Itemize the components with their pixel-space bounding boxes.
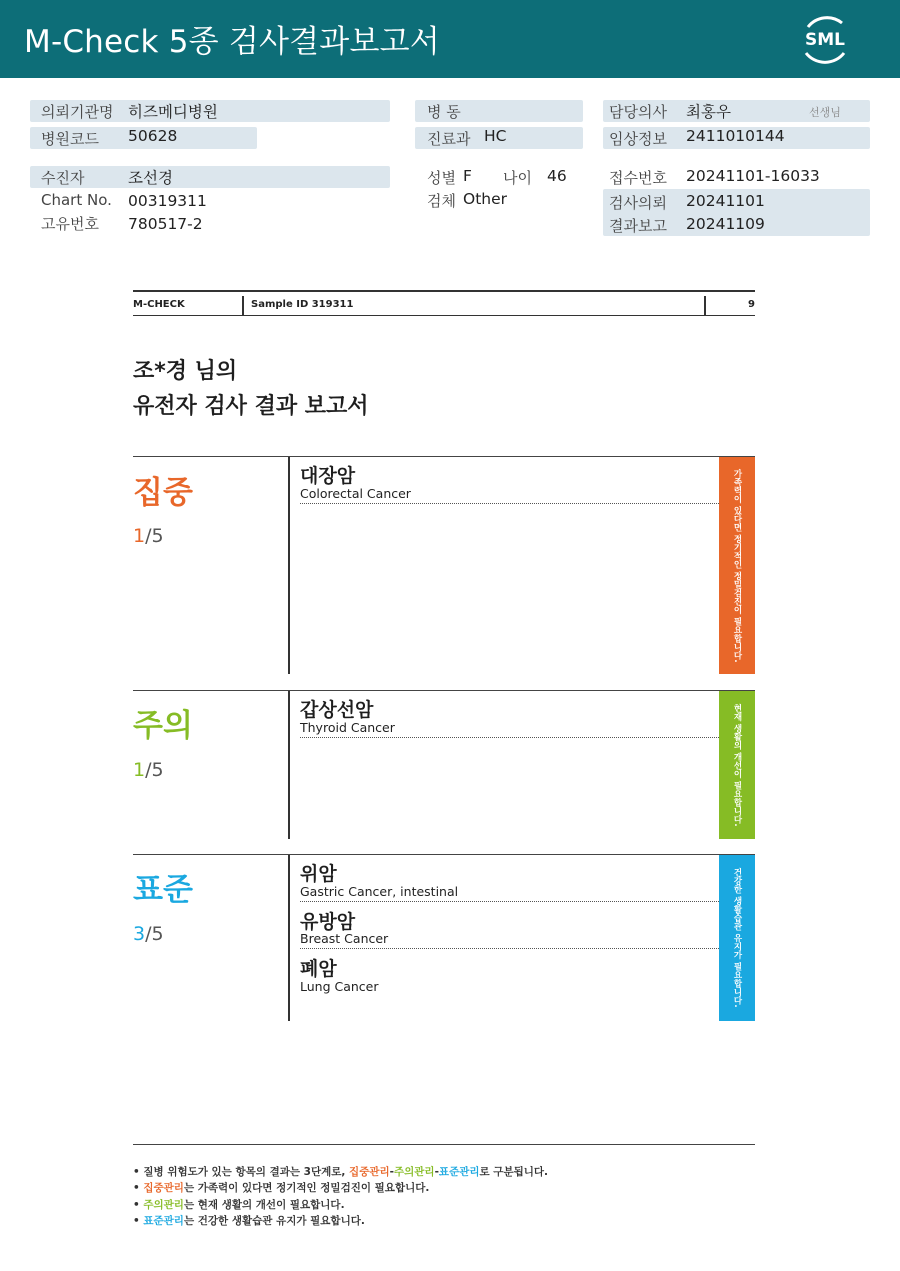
- specimen-label: 검체: [427, 192, 456, 210]
- footnote-1: [133, 1164, 548, 1179]
- sml-logo-icon: [796, 13, 854, 65]
- category-count-number: 3: [133, 923, 146, 945]
- bullet: •: [133, 1166, 144, 1178]
- category-name-caution: 주의: [133, 708, 193, 744]
- footnote-text: 로 구분됩니다.: [479, 1166, 549, 1178]
- report-header: [0, 0, 900, 78]
- cancer-name-en: Colorectal Cancer: [300, 486, 411, 501]
- receipt-no-value: 20241101-16033: [686, 167, 820, 185]
- specimen-value: Other: [463, 190, 508, 208]
- footnote-2: [133, 1180, 429, 1195]
- category-top-rule: [133, 456, 755, 457]
- category-count-focus: [133, 525, 164, 547]
- category-divider: [288, 855, 290, 1021]
- sheet-page-number: 9: [748, 299, 755, 310]
- patient-label: 수진자: [41, 169, 85, 187]
- header-title: M-Check 5종 검사결과보고서: [24, 24, 440, 60]
- sex-value: F: [463, 167, 472, 185]
- dept-label: 진료과: [427, 130, 471, 148]
- request-date-value: 20241101: [686, 192, 765, 210]
- doctor-value: 최홍우: [686, 103, 731, 121]
- footnote-4: [133, 1213, 365, 1228]
- footnote-caution-term: 주의관리: [393, 1166, 435, 1178]
- cancer-name-en: Lung Cancer: [300, 979, 379, 994]
- clinical-info-value: 2411010144: [686, 127, 785, 145]
- dotted-separator: [300, 948, 719, 949]
- bullet: •: [133, 1215, 144, 1227]
- receipt-no-label: 접수번호: [609, 169, 667, 187]
- category-divider: [288, 691, 290, 839]
- unique-no-label: 고유번호: [41, 215, 99, 233]
- category-top-rule: [133, 854, 755, 855]
- report-date-value: 20241109: [686, 215, 765, 233]
- cancer-name-en: Breast Cancer: [300, 931, 389, 946]
- sex-label: 성별: [427, 169, 456, 187]
- cancer-name-ko: 폐암: [300, 958, 337, 980]
- category-top-rule: [133, 690, 755, 691]
- sheet-brand: M-CHECK: [133, 299, 185, 310]
- age-value: 46: [547, 167, 567, 185]
- ward-label: 병 동: [427, 103, 461, 121]
- sheet-sample-id: Sample ID 319311: [251, 299, 354, 310]
- chart-no-value: 00319311: [128, 192, 207, 210]
- footnote-standard-term: 표준관리: [143, 1215, 184, 1227]
- category-count-total: /5: [145, 759, 164, 781]
- sheet-divider: [704, 296, 706, 315]
- footnote-text: 는 건강한 생활습관 유지가 필요합니다.: [183, 1215, 365, 1227]
- age-label: 나이: [503, 169, 532, 187]
- side-strip-text: 건강한 생활습관 유지가 필요합니다.: [732, 868, 742, 1008]
- category-divider: [288, 457, 290, 674]
- doctor-label: 담당의사: [609, 103, 667, 121]
- dotted-separator: [300, 503, 719, 504]
- footnote-dash: -: [434, 1166, 439, 1178]
- cancer-name-ko: 위암: [300, 863, 337, 885]
- category-name-focus: 집중: [133, 475, 193, 511]
- side-strip-caution: [719, 691, 755, 839]
- cancer-name-en: Gastric Cancer, intestinal: [300, 884, 459, 899]
- footnote-rule: [133, 1144, 755, 1145]
- footnote-text: 는 가족력이 있다면 정기적인 정밀검진이 필요합니다.: [183, 1182, 430, 1194]
- cancer-name-ko: 갑상선암: [300, 699, 374, 721]
- bullet: •: [133, 1199, 144, 1211]
- request-date-label: 검사의뢰: [609, 194, 667, 212]
- sheet-divider: [242, 296, 244, 315]
- report-title-line2: 유전자 검사 결과 보고서: [133, 394, 369, 419]
- footnote-text: 질병 위험도가 있는 항목의 결과는 3단계로,: [143, 1166, 350, 1178]
- chart-no-label: Chart No.: [41, 191, 112, 209]
- footnote-standard-term: 표준관리: [438, 1166, 480, 1178]
- footnote-focus-term: 집중관리: [143, 1182, 184, 1194]
- doctor-suffix: 선생님: [809, 106, 841, 119]
- report-title-line1: 조*경 님의: [133, 359, 238, 384]
- category-count-total: /5: [145, 525, 164, 547]
- category-count-number: 1: [133, 759, 146, 781]
- sml-logo-text: SML: [805, 30, 845, 50]
- side-strip-standard: [719, 855, 755, 1021]
- cancer-name-ko: 대장암: [300, 465, 356, 487]
- institution-label: 의뢰기관명: [41, 103, 114, 121]
- footnote-3: [133, 1197, 345, 1212]
- footnote-text: 는 현재 생활의 개선이 필요합니다.: [183, 1199, 345, 1211]
- hospital-code-value: 50628: [128, 127, 178, 145]
- side-strip-text: 현재 생활의 개선이 필요합니다.: [732, 703, 742, 827]
- category-count-caution: [133, 759, 164, 781]
- hospital-code-label: 병원코드: [41, 130, 99, 148]
- side-strip-focus: [719, 457, 755, 674]
- bullet: •: [133, 1182, 144, 1194]
- unique-no-value: 780517-2: [128, 215, 203, 233]
- clinical-info-label: 임상정보: [609, 130, 667, 148]
- cancer-name-en: Thyroid Cancer: [300, 720, 395, 735]
- cancer-name-ko: 유방암: [300, 911, 356, 933]
- side-strip-text: 가족력이 있다면 정기적인 정밀검진이 필요합니다.: [732, 468, 742, 663]
- dotted-separator: [300, 901, 719, 902]
- category-name-standard: 표준: [133, 872, 193, 908]
- footnote-focus-term: 집중관리: [349, 1166, 390, 1178]
- sheet-top-rule: [133, 290, 755, 292]
- report-date-label: 결과보고: [609, 217, 667, 235]
- category-count-number: 1: [133, 525, 146, 547]
- sheet-header-rule: [133, 315, 755, 316]
- category-count-total: /5: [145, 923, 164, 945]
- dept-value: HC: [484, 127, 507, 145]
- footnote-caution-term: 주의관리: [143, 1199, 184, 1211]
- institution-value: 히즈메디병원: [128, 103, 218, 121]
- category-count-standard: [133, 923, 164, 945]
- dotted-separator: [300, 737, 719, 738]
- footnote-dash: -: [389, 1166, 394, 1178]
- patient-value: 조선경: [128, 169, 173, 187]
